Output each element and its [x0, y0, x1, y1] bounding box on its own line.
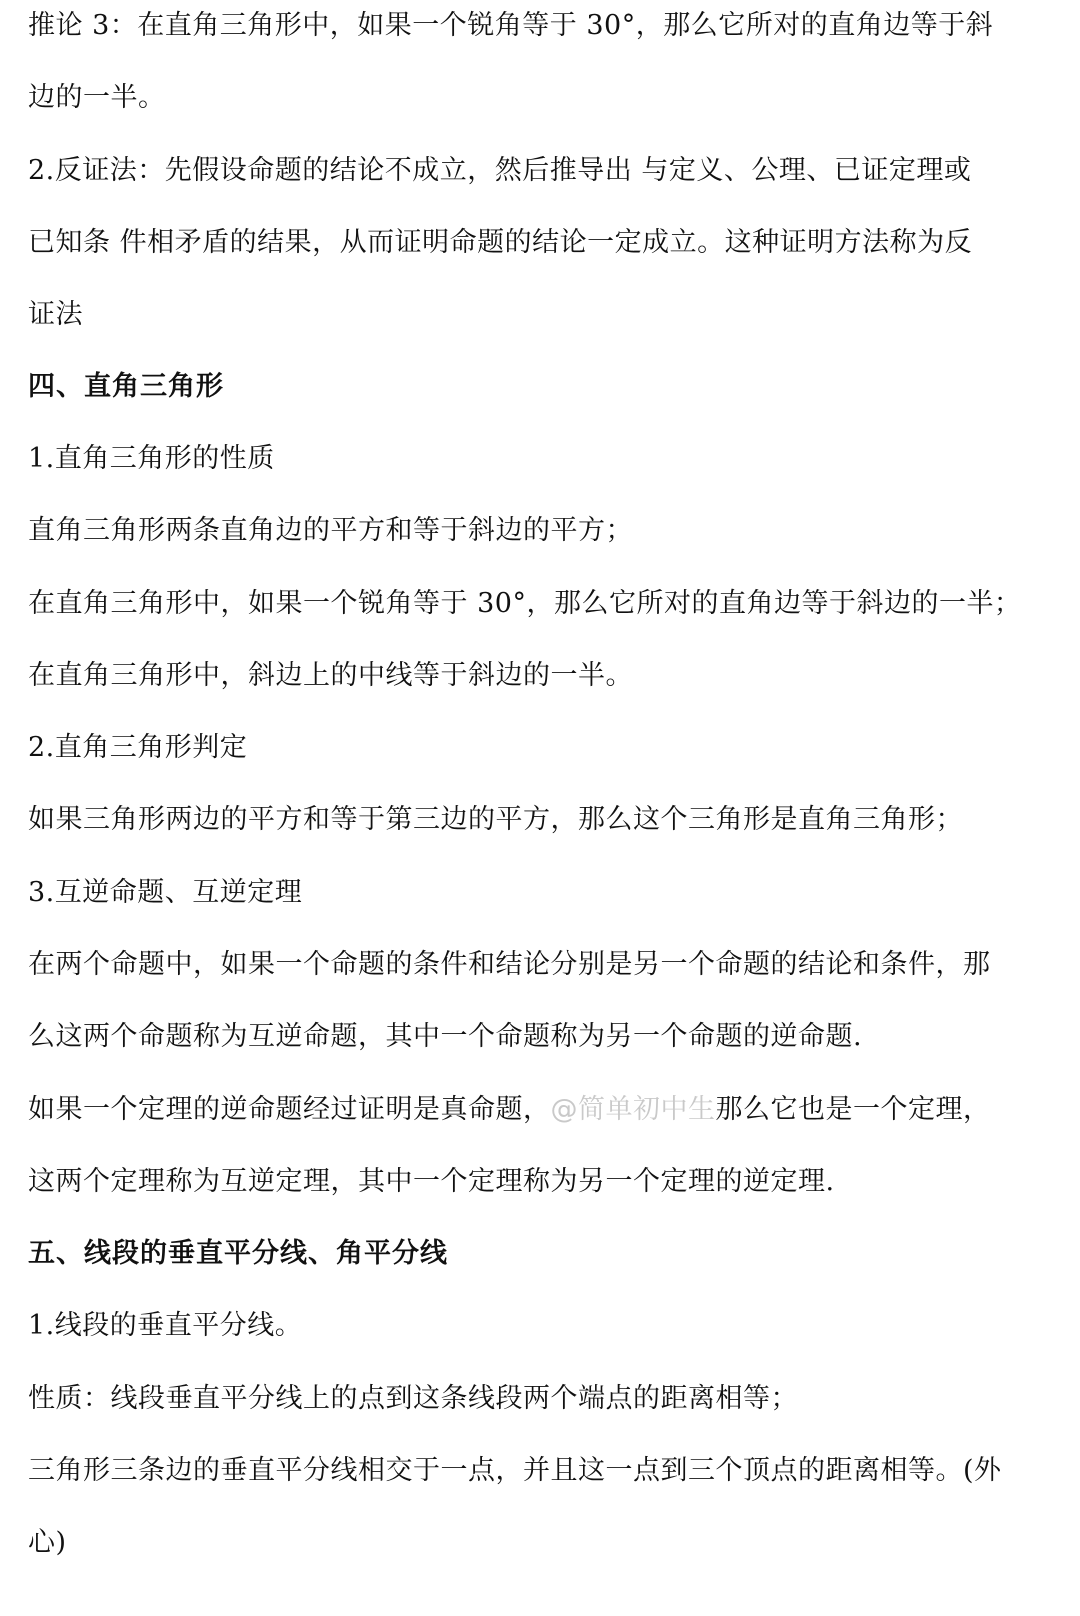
- text-line: 性质：线段垂直平分线上的点到这条线段两个端点的距离相等；: [28, 1383, 798, 1414]
- watermark: @简单初中生: [550, 1094, 716, 1125]
- text-segment: 如果一个定理的逆命题经过证明是真命题，: [28, 1094, 551, 1125]
- section-heading: 五、线段的垂直平分线、角平分线: [28, 1238, 448, 1269]
- text-line-with-watermark: [28, 1090, 991, 1130]
- text-line: 边的一半。: [28, 82, 166, 113]
- text-line: 已知条 件相矛盾的结果，从而证明命题的结论一定成立。这种证明方法称为反: [28, 227, 973, 258]
- text-line: 心): [28, 1527, 67, 1558]
- text-segment: 那么它也是一个定理，: [715, 1094, 991, 1125]
- text-line: 这两个定理称为互逆定理，其中一个定理称为另一个定理的逆定理.: [28, 1166, 835, 1197]
- text-line: 2.反证法：先假设命题的结论不成立，然后推导出 与定义、公理、已证定理或: [28, 155, 972, 186]
- text-line: 在两个命题中，如果一个命题的条件和结论分别是另一个命题的结论和条件，那: [28, 949, 991, 980]
- text-line: 三角形三条边的垂直平分线相交于一点，并且这一点到三个顶点的距离相等。(外: [28, 1455, 1002, 1486]
- text-line: 在直角三角形中，如果一个锐角等于 30°，那么它所对的直角边等于斜边的一半；: [28, 588, 1022, 619]
- section-heading: 四、直角三角形: [28, 371, 224, 402]
- text-line: 证法: [28, 299, 83, 330]
- text-line: 推论 3：在直角三角形中，如果一个锐角等于 30°，那么它所对的直角边等于斜: [28, 10, 994, 41]
- text-line: 直角三角形两条直角边的平方和等于斜边的平方；: [28, 515, 633, 546]
- text-line: 么这两个命题称为互逆命题，其中一个命题称为另一个命题的逆命题.: [28, 1021, 863, 1052]
- text-line: 如果三角形两边的平方和等于第三边的平方，那么这个三角形是直角三角形；: [28, 804, 963, 835]
- text-line: 在直角三角形中，斜边上的中线等于斜边的一半。: [28, 660, 633, 691]
- subsection-title: 1.直角三角形的性质: [28, 443, 275, 474]
- subsection-title: 2.直角三角形判定: [28, 732, 248, 763]
- subsection-title: 1.线段的垂直平分线。: [28, 1310, 303, 1341]
- subsection-title: 3.互逆命题、互逆定理: [28, 877, 303, 908]
